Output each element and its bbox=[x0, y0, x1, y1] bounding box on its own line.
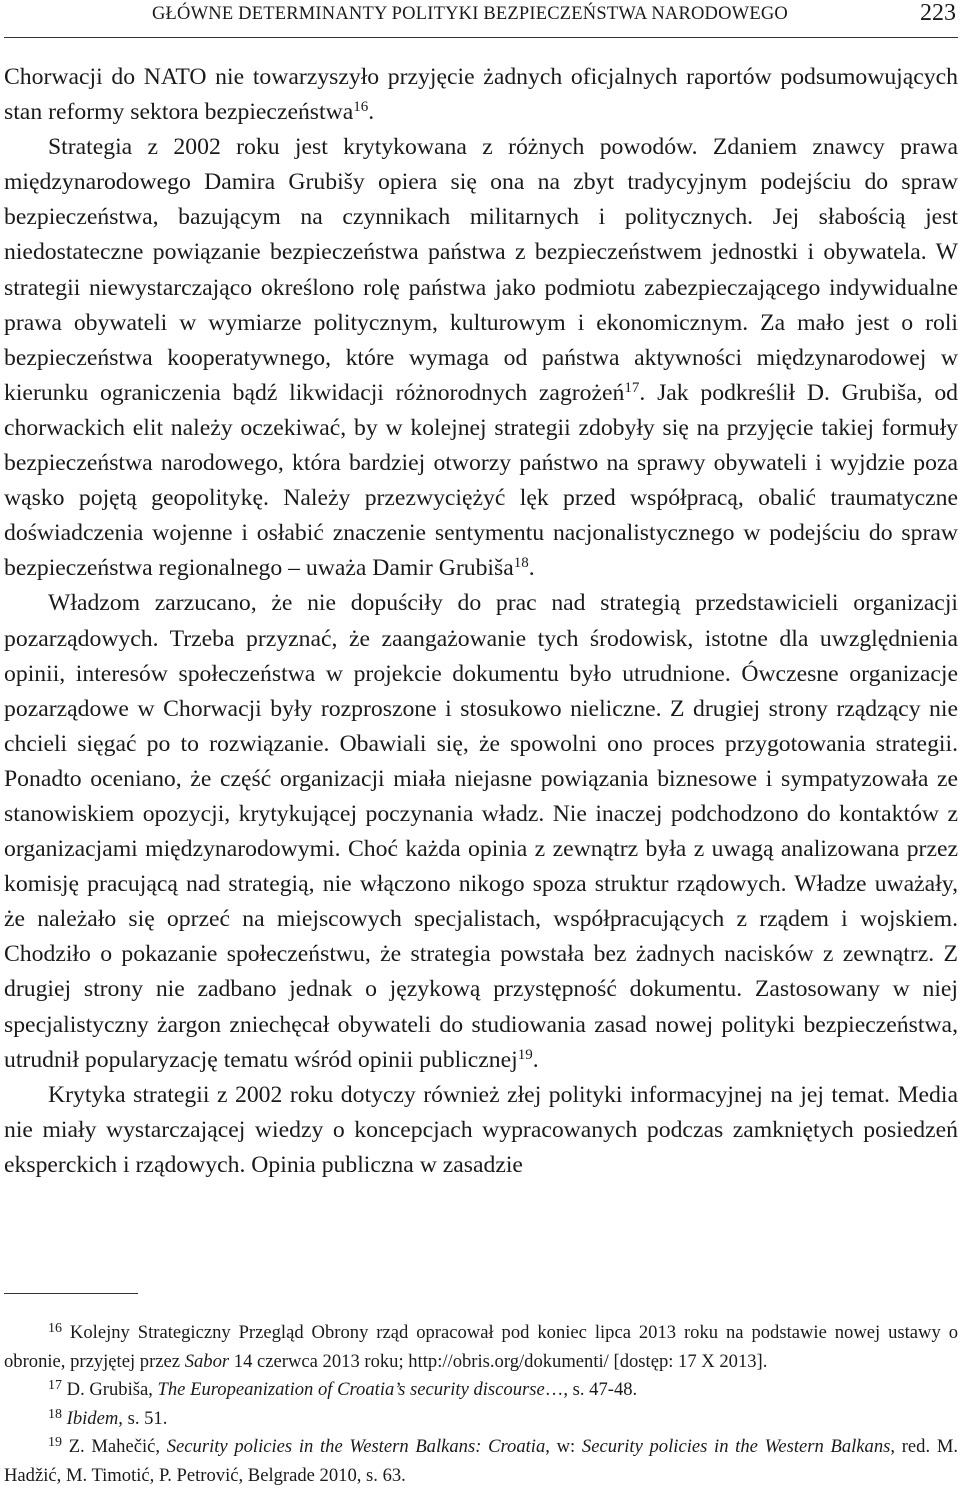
footnote-separator bbox=[4, 1293, 138, 1294]
footnote-17: $^{17}$ D. Grubiša, The Europeanization of Croatia’s security discourse…, s. 47-48. bbox=[48, 1378, 638, 1401]
paragraph-1: Chorwacji do NATO nie towarzyszyło przyjęcie żadnych oficjalnych raportów podsumowujących stan reformy sektora bezpieczeństwa$^{16}$. bbox=[4, 64, 958, 126]
paragraph-2: Strategia z 2002 roku jest krytykowana z różnych powodów. Zdaniem znawcy prawa międzynarodowego Damira Grubišy opiera się ona na zbyt tradycyjnym podejściu do spraw bezpieczeństwa, bazującym na czynnikach militarnych i politycznych. Jej słabością jest niedostateczne powiązanie bezpieczeństwa państwa z bezpieczeństwem jednostki i obywatela. W strategii niewystarczająco określono rolę państwa jako podmiotu zabezpieczającego indywidualne prawa obywateli w wymiarze politycznym, kulturowym i ekonomicznym. Za mało jest o roli bezpieczeństwa kooperatywnego, które wymaga od państwa aktywności międzynarodowej w kierunku ograniczenia bądź likwidacji różnorodnych zagrożeń$^{17}$. Jak podkreślił D. Grubiša, od chorwackich elit należy oczekiwać, by w kolejnej strategii zdobyły się na przyjęcie takiej formuły bezpieczeństwa narodowego, która bardziej otworzy państwo na sprawy obywateli i wyjdzie poza wąsko pojętą geopolitykę. Należy przezwyciężyć lęk przed współpracą, obalić traumatyczne doświadczenia wojenne i osłabić znaczenie sentymentu nacjonalistycznego w podejściu do spraw bezpieczeństwa regionalnego – uważa Damir Grubiša$^{18}$. bbox=[4, 134, 959, 582]
paragraph-4: Krytyka strategii z 2002 roku dotyczy również złej polityki informacyjnej na jej temat. Media nie miały wystarczającej wiedzy o koncepcjach wypracowanych podczas zamkniętych posiedzeń eksperckich i rządowych. Opinia publiczna w zasadzie bbox=[4, 1081, 958, 1178]
running-header bbox=[0, 0, 960, 40]
footnote-ref-19: 19 bbox=[517, 1046, 533, 1063]
paragraph-3: Władzom zarzucano, że nie dopuściły do prac nad strategią przedstawicieli organizacji pozarządowych. Trzeba przyznać, że zaangażowanie tych środowisk, istotne dla uwzględnienia opinii, interesów społeczeństwa w projekcie dokumentu było utrudnione. Ówczesne organizacje pozarządowe w Chorwacji były rozproszone i stosukowo nieliczne. Z drugiej strony rządzący nie chcieli sięgać po to rozwiązanie. Obawiali się, że spowolni ono proces przygotowania strategii. Ponadto oceniano, że część organizacji miała niejasne powiązania biznesowe i sympatyzowała ze stanowiskiem opozycji, krytykującej poczynania władz. Nie inaczej podchodzono do kontaktów z organizacjami międzynarodowymi. Choć każda opinia z zewnątrz była z uwagą analizowana przez komisję pracującą nad strategią, nie włączono nikogo spoza struktur rządowych. Władze uważały, że należało się oprzeć na miejscowych specjalistach, współpracujących z rządem i wojskiem. Chodziło o pokazanie społeczeństwu, że strategia powstała bez żadnych nacisków z zewnątrz. Z drugiej strony nie zadbano jednak o językową przystępność dokumentu. Zastosowany w niej specjalistyczny żargon zniechęcał obywateli do studiowania zasad nowej polityki bezpieczeństwa, utrudnił popularyzację tematu wśród opinii publicznej$^{19}$. bbox=[4, 590, 958, 1073]
footnotes bbox=[4, 1319, 958, 1491]
footnote-16: $^{16}$ Kolejny Strategiczny Przegląd Obrony rząd opracował pod koniec lipca 2013 roku na podstawie nowej ustawy o obronie, przyjętej przez Sabor 14 czerwca 2013 roku; http://obris.org/dokumenti/ [dostęp: 17 X 2013]. bbox=[4, 1321, 958, 1372]
running-header-title: GŁÓWNE DETERMINANTY POLITYKI BEZPIECZEŃSTWA NARODOWEGO bbox=[152, 4, 788, 24]
footnote-19: $^{19}$ Z. Mahečić, Security policies in the Western Balkans: Croatia, w: Security policies in the Western Balkans, red. M. Hadžić, M. Timotić, P. Petrović, Belgrade 2010, s. 63. bbox=[4, 1435, 958, 1486]
header-rule bbox=[4, 37, 958, 38]
footnote-ref-17: 17 bbox=[624, 379, 640, 396]
footnote-ref-16: 16 bbox=[353, 99, 369, 116]
footnote-ref-18: 18 bbox=[513, 555, 529, 572]
main-text bbox=[4, 60, 958, 1183]
page-number: 223 bbox=[920, 0, 956, 26]
footnote-18: $^{18}$ Ibidem, s. 51. bbox=[48, 1406, 168, 1429]
